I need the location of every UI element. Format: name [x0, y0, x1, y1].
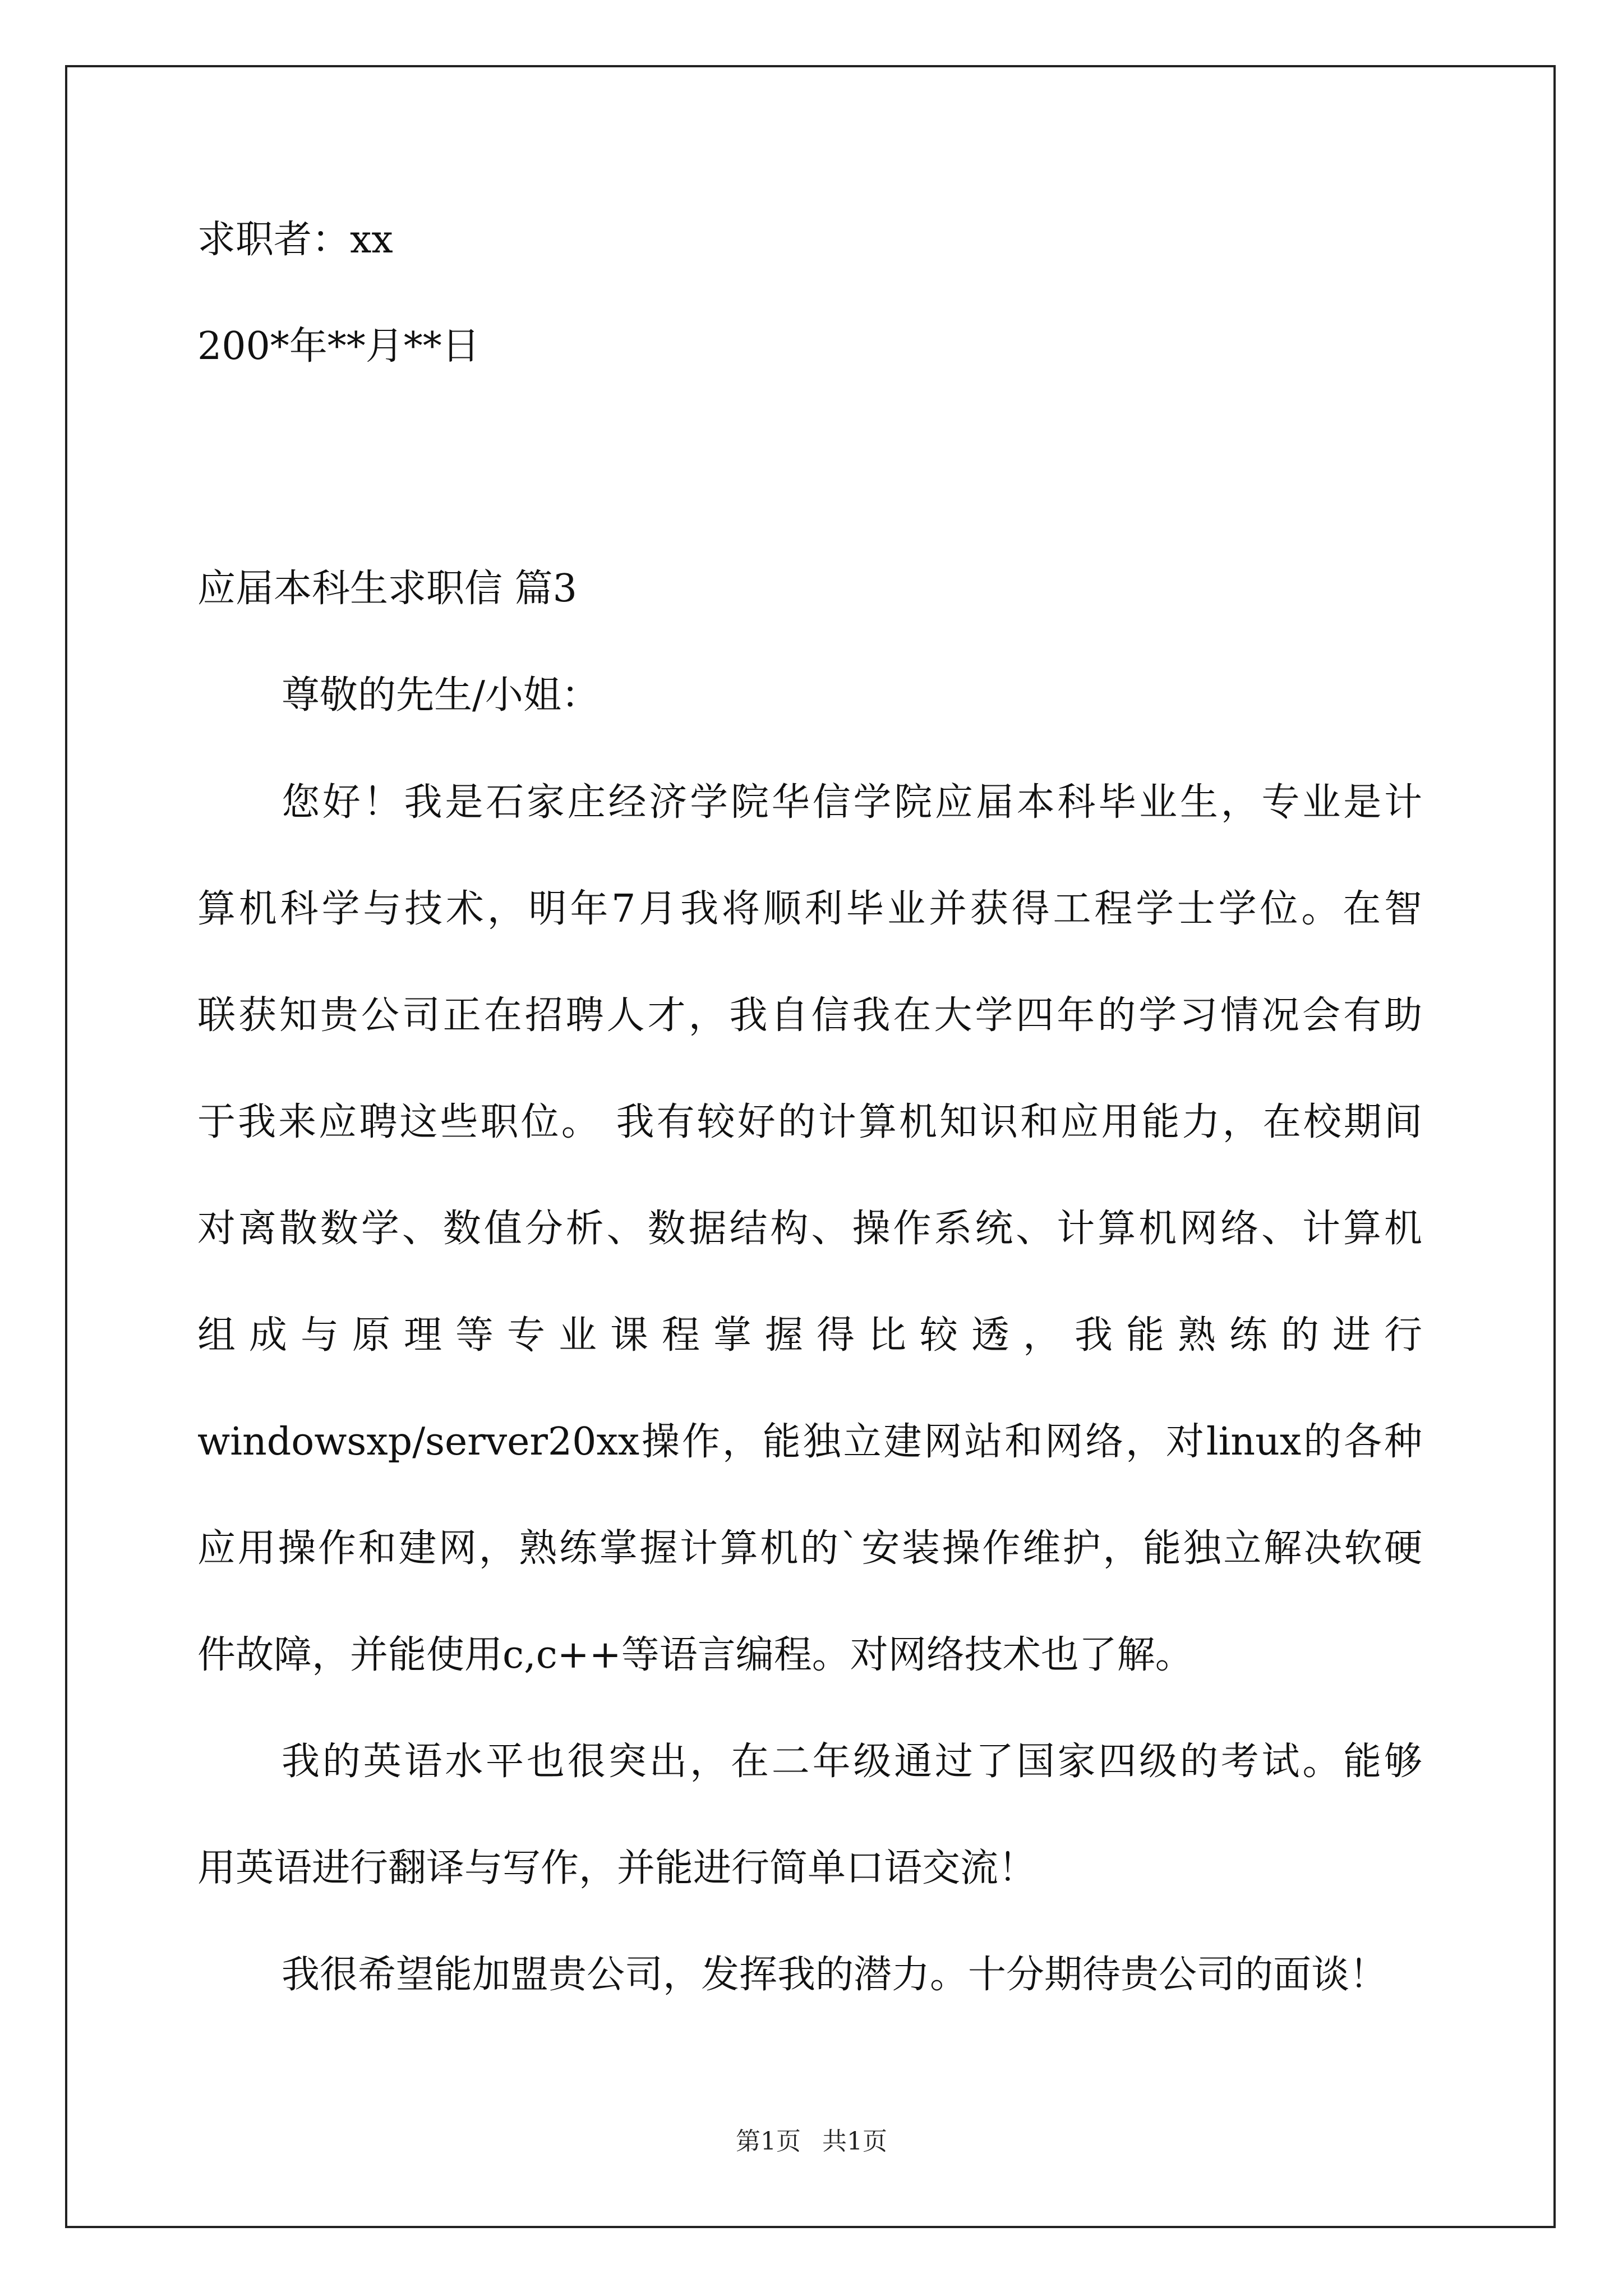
- paragraph-line: 组 成 与 原 理 等 专 业 课 程 掌 握 得 比 较 透 ， 我 能 熟 练 的 进 行: [197, 1313, 1422, 1358]
- paragraph-2: [197, 1709, 1422, 1922]
- paragraph-1: [197, 749, 1422, 1709]
- paragraph-line: windowsxp/server20xx操作，能独立建网站和网络，对linux的各种: [197, 1420, 1422, 1464]
- page-number-total: 共1页: [822, 2127, 887, 2156]
- paragraph-line: 用英语进行翻译与写作，并能进行简单口语交流！: [197, 1846, 1037, 1890]
- section-heading: 应届本科生求职信 篇3: [197, 567, 577, 611]
- paragraph-line: 我很希望能加盟贵公司，发挥我的潜力。十分期待贵公司的面谈！: [282, 1953, 1388, 1997]
- paragraph-line: 于我来应聘这些职位。 我有较好的计算机知识和应用能力，在校期间: [197, 1100, 1422, 1144]
- salutation: 尊敬的先生/小姐：: [282, 673, 600, 717]
- paragraph-line: 联获知贵公司正在招聘人才，我自信我在大学四年的学习情况会有助: [197, 993, 1422, 1038]
- document-body: [197, 213, 1422, 2028]
- paragraph-3: [197, 1922, 1422, 2028]
- paragraph-line: 算机科学与技术，明年7月我将顺利毕业并获得工程学士学位。在智: [197, 887, 1422, 931]
- page-number-current: 第1页: [736, 2127, 801, 2156]
- page-footer: [0, 2125, 1623, 2159]
- signature-date: 200*年**月**日: [197, 324, 480, 369]
- paragraph-line: 对离散数学、数值分析、数据结构、操作系统、计算机网络、计算机: [197, 1207, 1422, 1251]
- paragraph-line: 我的英语水平也很突出，在二年级通过了国家四级的考试。能够: [282, 1740, 1422, 1784]
- signature-name: 求职者：xx: [197, 218, 393, 262]
- paragraph-line: 件故障，并能使用c,c++等语言编程。对网络技术也了解。: [197, 1633, 1193, 1677]
- paragraph-line: 您好！我是石家庄经济学院华信学院应届本科毕业生，专业是计: [282, 780, 1422, 825]
- paragraph-line: 应用操作和建网，熟练掌握计算机的`安装操作维护，能独立解决软硬: [197, 1526, 1422, 1571]
